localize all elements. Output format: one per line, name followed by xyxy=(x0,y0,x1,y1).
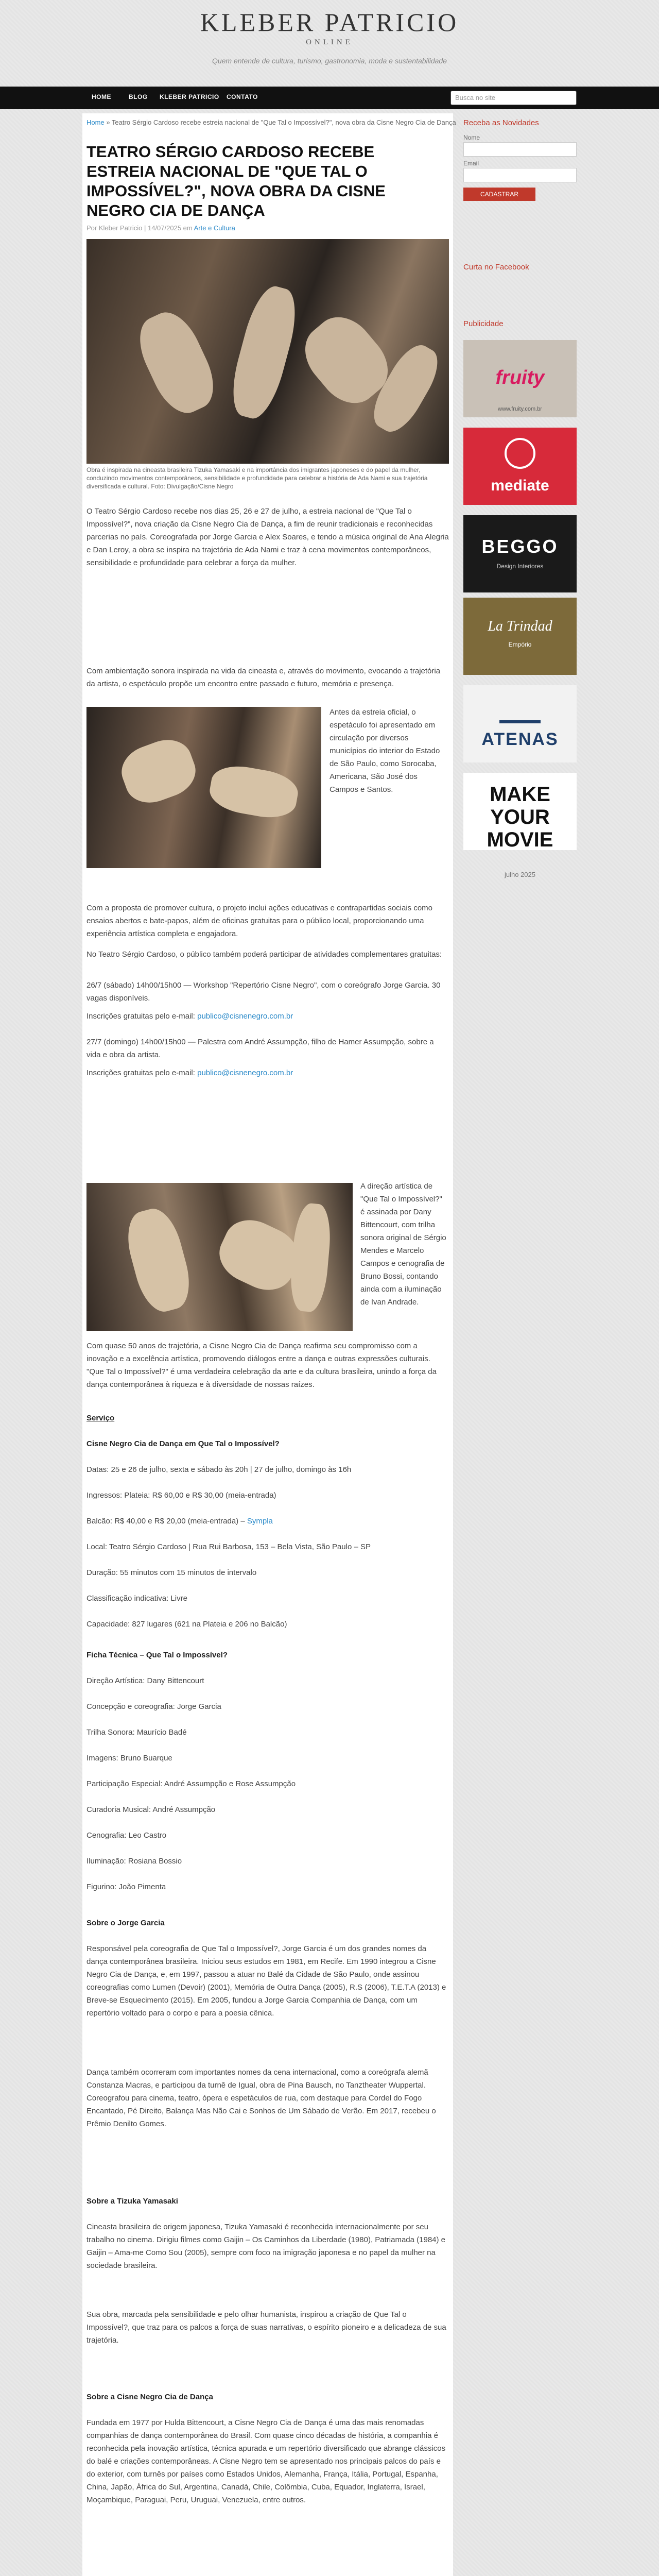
ficha-item: Iluminação: Rosiana Bossio xyxy=(86,1857,182,1866)
article-paragraph: Com ambientação sonora inspirada na vida da cineasta e, através do movimento, evocando a trajetória da artista, o espetáculo propõe um encontro entre passado e futuro, memória e presença. xyxy=(86,667,441,688)
ad-make-movie[interactable] xyxy=(463,773,577,850)
servico-item: Classificação indicativa: Livre xyxy=(86,1594,187,1603)
article-paragraph xyxy=(86,1066,449,1079)
site-tagline: Quem entende de cultura, turismo, gastronomia, moda e sustentabilidade xyxy=(212,57,447,65)
article-paragraph: 26/7 (sábado) 14h00/15h00 — Workshop "Repertório Cisne Negro", com o coreógrafo Jorge Garcia. 30 vagas disponíveis. xyxy=(86,981,441,1003)
article-paragraph xyxy=(86,1010,449,1023)
ad-label: fruity xyxy=(495,367,545,388)
article-meta xyxy=(86,224,235,232)
ficha-item: Concepção e coreografia: Jorge Garcia xyxy=(86,1702,221,1711)
servico-item: Datas: 25 e 26 de julho, sexta e sábado às 20h | 27 de julho, domingo às 16h xyxy=(86,1465,352,1474)
ad-fruity[interactable] xyxy=(463,340,577,417)
ad-sublabel: Empório xyxy=(508,641,532,648)
dancer-figure xyxy=(288,1202,333,1313)
section-heading-jorge: Sobre o Jorge Garcia xyxy=(86,1919,165,1927)
article-paragraph: Fundada em 1977 por Hulda Bittencourt, a Cisne Negro Cia de Dança é uma das mais renomadas companhias de dança contemporânea do Brasil. Com quase cinco décadas de história, a companhia é reconhecida pela inovação artística, técnica apurada e um repertório diversificado que abrange clássicos do balé e criações contemporâneas. A Cisne Negro tem se apresentado nos principais palcos do país e do exterior, com turnês por países como Estados Unidos, Alemanha, França, Itália, Portugal, Espanha, China, Japão, África do Sul, Argentina, Canadá, Chile, Colômbia, Cuba, Equador, Inglaterra, Israel, Moçambique, Paraguai, Peru, Uruguai, Venezuela, entre outros. xyxy=(86,2418,446,2504)
sidebar xyxy=(463,113,577,886)
archive-calendar-title: julho 2025 xyxy=(505,871,535,878)
breadcrumb-home[interactable]: Home xyxy=(86,118,105,126)
article-paragraph: Com a proposta de promover cultura, o projeto inclui ações educativas e contrapartidas sociais como ensaios abertos e bate-papos, além de oficinas gratuitas para o público local, proporcionando uma experiência artística completa e engajadora. xyxy=(86,904,433,938)
article-paragraph: 27/7 (domingo) 14h00/15h00 — Palestra com André Assumpção, filho de Hamer Assumpção, sobre a vida e obra da artista. xyxy=(86,1038,434,1059)
ad-label: ATENAS xyxy=(481,730,559,749)
sympla-link[interactable]: Sympla xyxy=(247,1517,273,1526)
breadcrumb-current: Teatro Sérgio Cardoso recebe estreia nacional de "Que Tal o Impossível?", nova obra da Cisne Negro Cia de Dança xyxy=(111,118,456,126)
email-link[interactable]: publico@cisnenegro.com.br xyxy=(197,1012,293,1021)
newsletter-heading: Receba as Novidades xyxy=(463,118,539,127)
ad-beggo[interactable] xyxy=(463,515,577,592)
dancer-figure xyxy=(120,1204,197,1316)
site-header xyxy=(0,0,659,88)
dancer-figure xyxy=(115,732,202,810)
newsletter-email-label: Email xyxy=(463,160,479,167)
site-logo-sub: ONLINE xyxy=(306,38,353,46)
ads-heading: Publicidade xyxy=(463,319,504,328)
content-wrapper xyxy=(82,113,577,2576)
section-heading-tizuka: Sobre a Tizuka Yamasaki xyxy=(86,2197,178,2206)
newsletter-name-label: Nome xyxy=(463,134,480,141)
nav-item-home[interactable]: HOME xyxy=(92,93,111,100)
ad-sublabel: www.fruity.com.br xyxy=(498,406,542,412)
hero-caption: Obra é inspirada na cineasta brasileira Tizuka Yamasaki e na importância dos imigrantes japoneses e do papel da mulher, conduzindo movimentos contemporâneos, sensibilidade e profundidade para celebrar a história de Ada Nami e sua trajetória diversificada e cultural. Foto: Divulgação/Cisne Negro xyxy=(86,466,428,490)
article-hero-image xyxy=(86,239,449,464)
ad-atenas[interactable] xyxy=(463,685,577,762)
ficha-item: Figurino: João Pimenta xyxy=(86,1883,166,1891)
article-category-link[interactable]: Arte e Cultura xyxy=(194,224,235,232)
servico-item: Duração: 55 minutos com 15 minutos de intervalo xyxy=(86,1568,257,1577)
servico-item: Local: Teatro Sérgio Cardoso | Rua Rui Barbosa, 153 – Bela Vista, São Paulo – SP xyxy=(86,1543,371,1551)
ad-label: La Trindad xyxy=(488,618,552,634)
ad-mediate[interactable] xyxy=(463,428,577,505)
ficha-item: Curadoria Musical: André Assumpção xyxy=(86,1805,216,1814)
servico-item: Capacidade: 827 lugares (621 na Plateia e 206 no Balcão) xyxy=(86,1620,287,1629)
ficha-item: Direção Artística: Dany Bittencourt xyxy=(86,1676,204,1685)
section-heading-servico: Serviço xyxy=(86,1414,115,1422)
newsletter-name-input[interactable] xyxy=(463,142,577,157)
ad-label: MAKE YOUR MOVIE xyxy=(487,783,553,851)
article-paragraph: A direção artística de "Que Tal o Impossível?" é assinada por Dany Bittencourt, com trilha sonora original de Sérgio Mendes e Marcelo Campos e cenografia de Bruno Bossi, contando ainda com a iluminação de Ivan Andrade. xyxy=(360,1182,446,1307)
section-heading-cisne: Sobre a Cisne Negro Cia de Dança xyxy=(86,2393,213,2401)
article-image-3 xyxy=(86,1183,353,1331)
servico-title: Cisne Negro Cia de Dança em Que Tal o Impossível? xyxy=(86,1439,280,1448)
servico-balcao: Balcão: R$ 40,00 e R$ 20,00 (meia-entrada) – xyxy=(86,1517,245,1526)
ficha-item: Cenografia: Leo Castro xyxy=(86,1831,167,1840)
main-nav xyxy=(0,87,659,109)
ficha-item: Participação Especial: André Assumpção e Rose Assumpção xyxy=(86,1780,296,1788)
servico-item: Ingressos: Plateia: R$ 60,00 e R$ 30,00 (meia-entrada) xyxy=(86,1491,276,1500)
mediate-logo-icon xyxy=(505,438,535,469)
ad-la-trindad[interactable] xyxy=(463,598,577,675)
article-paragraph: Antes da estreia oficial, o espetáculo foi apresentado em circulação por diversos municípios do interior do Estado de São Paulo, como Sorocaba, Americana, São José dos Campos e Santos. xyxy=(330,708,440,794)
article-title: TEATRO SÉRGIO CARDOSO RECEBE ESTREIA NACIONAL DE "QUE TAL O IMPOSSÍVEL?", NOVA OBRA DA CISNE NEGRO CIA DE DANÇA xyxy=(86,143,386,219)
breadcrumb xyxy=(86,118,456,126)
article-column xyxy=(82,113,456,2576)
ad-sublabel: Design Interiores xyxy=(496,563,544,570)
nav-item-kleber-patricio[interactable]: KLEBER PATRICIO xyxy=(160,93,219,100)
article-paragraph: O Teatro Sérgio Cardoso recebe nos dias 25, 26 e 27 de julho, a estreia nacional de "Que Tal o Impossível?", nova criação da Cisne Negro Cia de Dança, a fim de reunir tradicionais e reconhecidas parcerias no país. Coreografada por Jorge Garcia e Alex Soares, e tendo a música original de Ana Alegria e Dan Leroy, a obra se inspira na trajetória de Ada Nami e traz à cena movimentos contemporâneos, sensibilidade e profundidade para celebrar a força da mulher. xyxy=(86,507,449,567)
dancer-figure xyxy=(206,761,301,822)
email-prefix: Inscrições gratuitas pelo e-mail: xyxy=(86,1012,195,1021)
site-logo[interactable]: KLEBER PATRICIO xyxy=(200,8,459,37)
dancer-figure xyxy=(129,304,224,421)
search-input[interactable]: Busca no site xyxy=(450,91,577,105)
atenas-logo-icon xyxy=(499,692,541,723)
ad-label: mediate xyxy=(491,477,549,494)
breadcrumb-separator: » xyxy=(106,118,112,126)
article-paragraph: Cineasta brasileira de origem japonesa, Tizuka Yamasaki é reconhecida internacionalmente por seu trabalho no cinema. Dirigiu filmes como Gaijin – Os Caminhos da Liberdade (1980), Patriamada (1984) e Gaijin – Ama-me Como Sou (2005), sempre com foco na imigração japonesa e no papel da mulher na sociedade brasileira. xyxy=(86,2223,446,2270)
section-heading-ficha: Ficha Técnica – Que Tal o Impossível? xyxy=(86,1651,228,1659)
article-meta-prefix: Por Kleber Patricio | 14/07/2025 em xyxy=(86,224,193,232)
article-paragraph: Dança também ocorreram com importantes nomes da cena internacional, como a coreógrafa alemã Constanza Macras, e participou da turnê de Igual, obra de Pina Bausch, no Tanztheater Wuppertal. Coreografou para cinema, teatro, ópera e espetáculos de rua, com destaque para Cordel do Fogo Encantado, Pé Direito, Balança Mas Não Cai e Sonhos de Um Sábado de Verão. Em 2017, recebeu o Prêmio Denilto Gomes. xyxy=(86,2068,436,2128)
email-prefix: Inscrições gratuitas pelo e-mail: xyxy=(86,1069,195,1077)
article-paragraph: Com quase 50 anos de trajetória, a Cisne Negro Cia de Dança reafirma seu compromisso com a inovação e a excelência artística, promovendo diálogos entre a dança e outras expressões culturais. "Que Tal o Impossível?" é uma verdadeira celebração da arte e da cultura brasileira, unindo a força da dança contemporânea à riqueza e à diversidade de nossas raízes. xyxy=(86,1342,437,1389)
ficha-item: Imagens: Bruno Buarque xyxy=(86,1754,172,1762)
ad-label: BEGGO xyxy=(481,536,559,557)
newsletter-subscribe-button[interactable]: CADASTRAR xyxy=(463,188,535,201)
nav-item-contato[interactable]: CONTATO xyxy=(227,93,258,100)
article-paragraph: Responsável pela coreografia de Que Tal o Impossível?, Jorge Garcia é um dos grandes nomes da dança contemporânea brasileira. Iniciou seus estudos em 1981, em Recife. Em 1990 integrou a Cisne Negro Cia de Dança, e, em 1997, passou a atuar no Balé da Cidade de São Paulo, onde assinou coreografias como Lumen (Devoir) (2001), Memória de Outra Dança (2005), R.S (2006), T.E.T.A (2013) e Breve-se Esquecimento (2015). Em 2005, fundou a Jorge Garcia Companhia de Dança, com um repertório voltado para o corpo e para a poesia cênica. xyxy=(86,1944,446,2018)
newsletter-email-input[interactable] xyxy=(463,168,577,182)
ficha-item: Trilha Sonora: Maurício Badé xyxy=(86,1728,187,1737)
article-paragraph: No Teatro Sérgio Cardoso, o público também poderá participar de atividades complementares gratuitas: xyxy=(86,950,442,959)
email-link[interactable]: publico@cisnenegro.com.br xyxy=(197,1069,293,1077)
nav-item-blog[interactable]: BLOG xyxy=(129,93,148,100)
article-paragraph: Sua obra, marcada pela sensibilidade e pelo olhar humanista, inspirou a criação de Que Tal o Impossível?, que traz para os palcos a força de suas narrativas, o espírito pioneiro e a delicadeza de sua trajetória. xyxy=(86,2310,446,2345)
article-image-2 xyxy=(86,707,321,868)
dancer-figure xyxy=(224,282,304,423)
facebook-heading: Curta no Facebook xyxy=(463,263,529,272)
servico-item xyxy=(86,1515,449,1528)
